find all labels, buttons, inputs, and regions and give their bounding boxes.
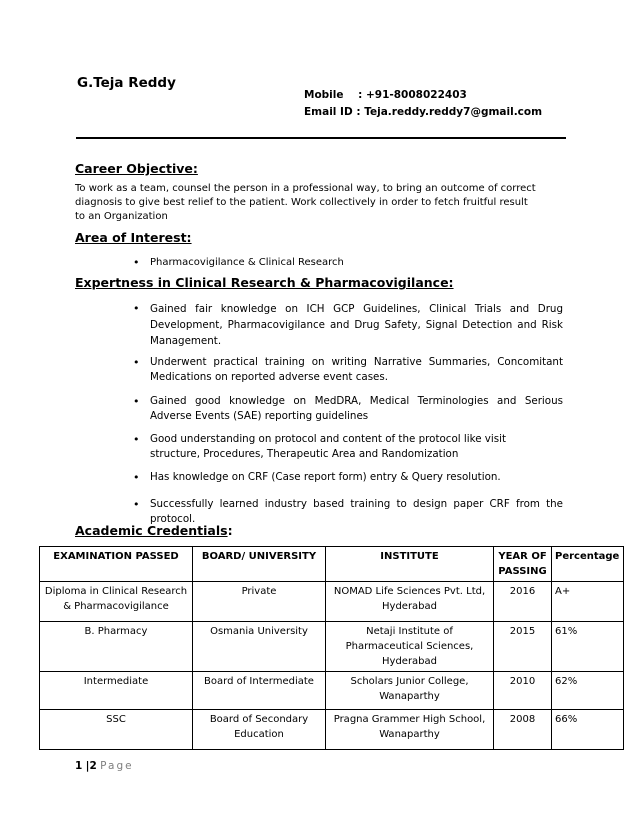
column-header: INSTITUTE [326,547,494,582]
bullet-icon: • [133,356,140,369]
academic-heading: Academic Credentials [75,523,228,538]
table-row [40,710,624,750]
page-separator: | [85,760,90,772]
year-cell: 2016 [494,582,552,622]
column-header: BOARD/ UNIVERSITY [193,547,326,582]
column-header: Percentage [552,547,624,582]
percentage-cell: 62% [552,672,624,710]
career-objective-text [75,182,575,224]
career-objective-heading: Career Objective: [75,161,198,176]
expertness-item: Good understanding on protocol and content of the protocol like visit structure, Procedures, Therapeutic Area and Randomization [150,433,507,460]
institute-cell: Pragna Grammer High School, Wanaparthy [326,710,494,750]
expertness-item: Gained fair knowledge on ICH GCP Guidelines, Clinical Trials and Drug Development, Pharmacovigilance and Drug Safety, Signal Detection and Risk Management. [150,303,563,347]
interest-item: Pharmacovigilance & Clinical Research [150,257,344,268]
expertness-item: Successfully learned industry based training to design paper CRF from the protocol. [150,498,563,525]
academic-heading-wrap [75,523,233,538]
expertness-item: Gained good knowledge on MedDRA, Medical Terminologies and Serious Adverse Events (SAE) reporting guidelines [150,395,563,422]
percentage-cell: A+ [552,582,624,622]
board-cell: Private [193,582,326,622]
expertness-heading: Expertness in Clinical Research & Pharmacovigilance: [75,275,454,290]
board-cell: Osmania University [193,622,326,672]
email-value: Teja.reddy.reddy7@gmail.com [364,106,543,118]
exam-cell: Intermediate [40,672,193,710]
institute-cell: Scholars Junior College, Wanaparthy [326,672,494,710]
table-row [40,672,624,710]
academic-table [39,546,624,750]
year-cell: 2010 [494,672,552,710]
percentage-cell: 66% [552,710,624,750]
board-cell: Board of Secondary Education [193,710,326,750]
page-total: 2 [89,760,97,772]
percentage-cell: 61% [552,622,624,672]
page-number: 1 [75,760,83,772]
area-of-interest-heading: Area of Interest: [75,230,192,245]
year-cell: 2008 [494,710,552,750]
institute-cell: Netaji Institute of Pharmaceutical Sciences, Hyderabad [326,622,494,672]
bullet-icon: • [133,256,140,269]
column-header: YEAR OF PASSING [494,547,552,582]
board-cell: Board of Intermediate [193,672,326,710]
page-word: Page [100,760,134,772]
column-header: EXAMINATION PASSED [40,547,193,582]
year-cell: 2015 [494,622,552,672]
expertness-item: Has knowledge on CRF (Case report form) entry & Query resolution. [150,471,501,483]
career-line: To work as a team, counsel the person in a professional way, to bring an outcome of correct [75,183,536,194]
exam-cell: SSC [40,710,193,750]
email-line: Email ID : Teja.reddy.reddy7@gmail.com [304,106,543,118]
institute-cell: NOMAD Life Sciences Pvt. Ltd, Hyderabad [326,582,494,622]
header-divider [76,137,566,139]
table-row [40,622,624,672]
table-header-row [40,547,624,582]
mobile-label: Mobile [304,89,344,101]
email-label: Email ID [304,106,353,118]
mobile-value: +91-8008022403 [365,89,467,101]
expertness-item: Underwent practical training on writing Narrative Summaries, Concomitant Medications on reported adverse event cases. [150,356,563,383]
academic-heading-colon: : [227,523,233,538]
mobile-line: Mobile : +91-8008022403 [304,89,467,101]
page-footer [75,760,134,772]
career-line: diagnosis to give best relief to the patient. Work collectively in order to fetch fruitful result [75,197,528,208]
bullet-icon: • [133,471,140,484]
bullet-icon: • [133,302,140,315]
exam-cell: Diploma in Clinical Research & Pharmacovigilance [40,582,193,622]
bullet-icon: • [133,395,140,408]
career-line: to an Organization [75,211,168,222]
candidate-name: G.Teja Reddy [77,75,176,91]
table-row [40,582,624,622]
exam-cell: B. Pharmacy [40,622,193,672]
bullet-icon: • [133,433,140,446]
bullet-icon: • [133,498,140,511]
